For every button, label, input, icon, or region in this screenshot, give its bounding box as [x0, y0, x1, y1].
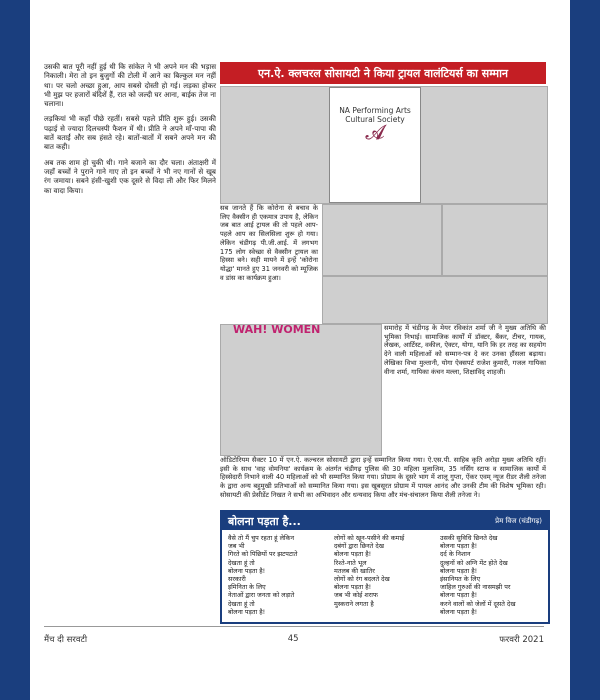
poem-line: इंसानियत के लिए [440, 575, 481, 584]
right-edge-tab [570, 0, 600, 700]
photo-women-certificates [322, 204, 442, 276]
poem-line: वैसे तो मैं चुप रहता हूं लेकिन [228, 534, 295, 542]
poem-line: नेताओं द्वारा जनता को लड़ाते [228, 591, 295, 600]
left-text-column [44, 62, 216, 201]
paragraph: लड़कियां भी कहाँ पीछे रहतीं। सबसे पहले प्रीति शुरू हुई। उसकी पढ़ाई से ज्यादा दिलचस्पी फैशन में थी। प्रीति ने अपने माँ-पापा की बातें बताईं और सब हंसते रहे। बातों-बातों में सबने अपने मन की बात कही। [44, 114, 216, 152]
issue-date: फरवरी 2021 [499, 634, 544, 645]
poem-line: लोगों को खून-पसीने की कमाई [334, 534, 405, 542]
left-edge-tab [0, 0, 30, 700]
paragraph: उसकी बात पूरी नहीं हुई थी कि सांकेत ने भी अपने मन की भड़ास निकाली। मेरा तो इन बुजुर्गो की टोली में आने का बिल्कुल मन नहीं था। पर चलो अच्छा हुआ, आप सबसे दोस्ती हो गई। लड़का होकर भी मुझ पर हजारों बंदिशें हैं, रात को जल्दी घर आना, बाईक तेज ना चलाना। [44, 62, 216, 109]
poem-line: बोलना पड़ता है! [228, 607, 266, 616]
society-logo: 𝓐 [365, 120, 385, 144]
society-banner [329, 87, 421, 203]
photo-mayor-award [442, 204, 548, 276]
photo-group-outdoor [322, 276, 548, 324]
poem-line: करने वालों को जेलों में दूसते देख [440, 599, 516, 608]
footer-divider [44, 626, 544, 627]
banner-line: Cultural Society [345, 115, 405, 124]
poem-line: जब भी [228, 542, 245, 551]
poem-line: सरकारी [228, 575, 246, 584]
paragraph: अब तक शाम हो चुकी थी। गाने बजाने का दौर चला। अंताक्षरी में जहाँ बच्चों ने पुराने गाने गाए तो इन बच्चों ने भी नए गानों से खूब रंग जमाया। सबने हंसी-खुशी एक दूसरे से विदा ली और फिर मिलने का वादा किया। [44, 157, 216, 195]
poem-line: बोलना पड़ता है! [334, 550, 372, 559]
wah-women-banner: WAH! WOMEN [233, 323, 321, 336]
caption-right: समारोह में चंडीगढ़ के मेयर रविकांत शर्मा जी ने मुख्य अतिथि की भूमिका निभाई। सामाजिक कार्यों में डॉक्टर, बैंकर, टीचर, गायक, लेखक, आर्टिस्ट, वकील, ऐक्टर, योगा, यानि कि हर तरह का सहयोग देने वाली महिलाओं को सम्मान-पत्र दे कर उनका हौंसला बढ़ाया। लेखिका विभा मुल्तानी, योगा ऐक्सपर्ट राजेश कुमारी, गजल गायिका वीना शर्मा, गायिका कंचन मल्ला, शिक्षाविद् शाहजी। [384, 324, 546, 376]
poem-line: बोलना पड़ता है! [440, 607, 478, 616]
poem-line: दबंगों द्वारा छिनते देख [334, 542, 384, 551]
poem-header [222, 512, 548, 530]
poem-title: बोलना पड़ता है... [228, 514, 301, 528]
poem-line: उसकी सुविधि छिनते देख [440, 534, 498, 542]
photo-felicitation [220, 324, 382, 456]
poem-line: मतलब की खातिर [334, 566, 375, 575]
magazine-name: मैंच दी सरवटी [44, 634, 88, 645]
poem-line: रिश्ते-नाते भूल [334, 558, 367, 567]
poem-line: बोलना पड़ता है! [334, 583, 372, 592]
poem-line: दर्द के निशान [440, 550, 471, 559]
photo-group-certificates [220, 86, 548, 204]
poem-line: बोलना पड़ता है! [440, 566, 478, 575]
poem-line: बोलना पड़ता है! [440, 542, 478, 551]
poem-box [220, 510, 550, 624]
poem-line: जाहिल गुरुओं की नासमझी पर [440, 583, 511, 592]
page-footer [44, 628, 544, 650]
poem-line: गिरते को पिछियों पर झटपटाते [228, 550, 298, 559]
page-number: 45 [287, 634, 299, 644]
poem-line: जब भी कोई शराफ [334, 591, 378, 600]
poem-column-3 [440, 534, 540, 616]
caption-left: सब जानते हैं कि कोरोना से बचाव के लिए वैक्सीन ही एकमात्र उपाय है, लेकिन जब बात आई ट्रायल की तो पहले आप-पहले आप का सिलसिला शुरू हो गया। लेकिन चंडीगढ़ पी.जी.आई. में लगभग 175 लोग स्वेच्छा से वैक्सीन ट्रायल का हिस्सा बने। सही मायने में इन्हें 'कोरोना योद्धा' मानते हुए 31 जनवरी को म्यूजिक व डांस का कार्यक्रम हुआ। [220, 204, 318, 282]
poem-line: बोलना पड़ता है! [440, 591, 478, 600]
banner-line: NA Performing Arts [339, 106, 411, 115]
poem-line: मुस्कराने लगता है [334, 599, 374, 608]
poem-line: इमिनिता के लिए [228, 583, 266, 592]
caption-bottom: ऑडिटोरियम सैक्टर 10 में एन.ऐ. कल्चरल सोसायटी द्वारा इन्हें सम्मानित किया गया। ऐ.एस.पी. साहिब कृति अरोड़ा मुख्य अतिथि रहीं। इसी के साथ 'वाह वोमनिया' कार्यक्रम के अंतर्गत चंडीगढ़ पुलिस की 30 महिला मुलाजिम, 35 नर्सिंग स्टाफ व सामाजिक कार्यों में हिस्सेदारी निभाने वाली 40 महिलाओं को भी सम्मानित किया गया। प्रोग्राम के दूसरे भाग में शालू गुप्ता, ऐंकर एवम् न्यूज रीडर शैली तनेजा के द्वारा अन्य बहुमुखी प्रतिभाओं को सम्मानित किया गया। इस खूबसूरत प्रोग्राम में पायल आनंद और उनकी टीम की विशेष भूमिका रही। सोसायटी की प्रेसीडेंट निखत ने सभी का अभिवादन और धन्यवाद किया और मंच-संचालन किया शैली तनेजा ने। [220, 456, 546, 499]
poem-column-2 [334, 534, 434, 608]
poem-column-1 [228, 534, 328, 616]
article-title: एन.ऐ. क्लचरल सोसायटी ने किया ट्रायल वालंटियर्स का सम्मान [220, 62, 546, 84]
poem-line: देखता हूं तो [228, 599, 255, 608]
poem-line: देखता हूं तो [228, 558, 255, 567]
poem-author: प्रेम विज (चंडीगढ़) [495, 516, 542, 525]
poem-line: बोलना पड़ता है! [228, 566, 266, 575]
poem-line: दुल्हनों को अग्नि मेंट होते देख [440, 558, 508, 567]
poem-line: लोगों को रंग बदलते देख [334, 575, 390, 584]
